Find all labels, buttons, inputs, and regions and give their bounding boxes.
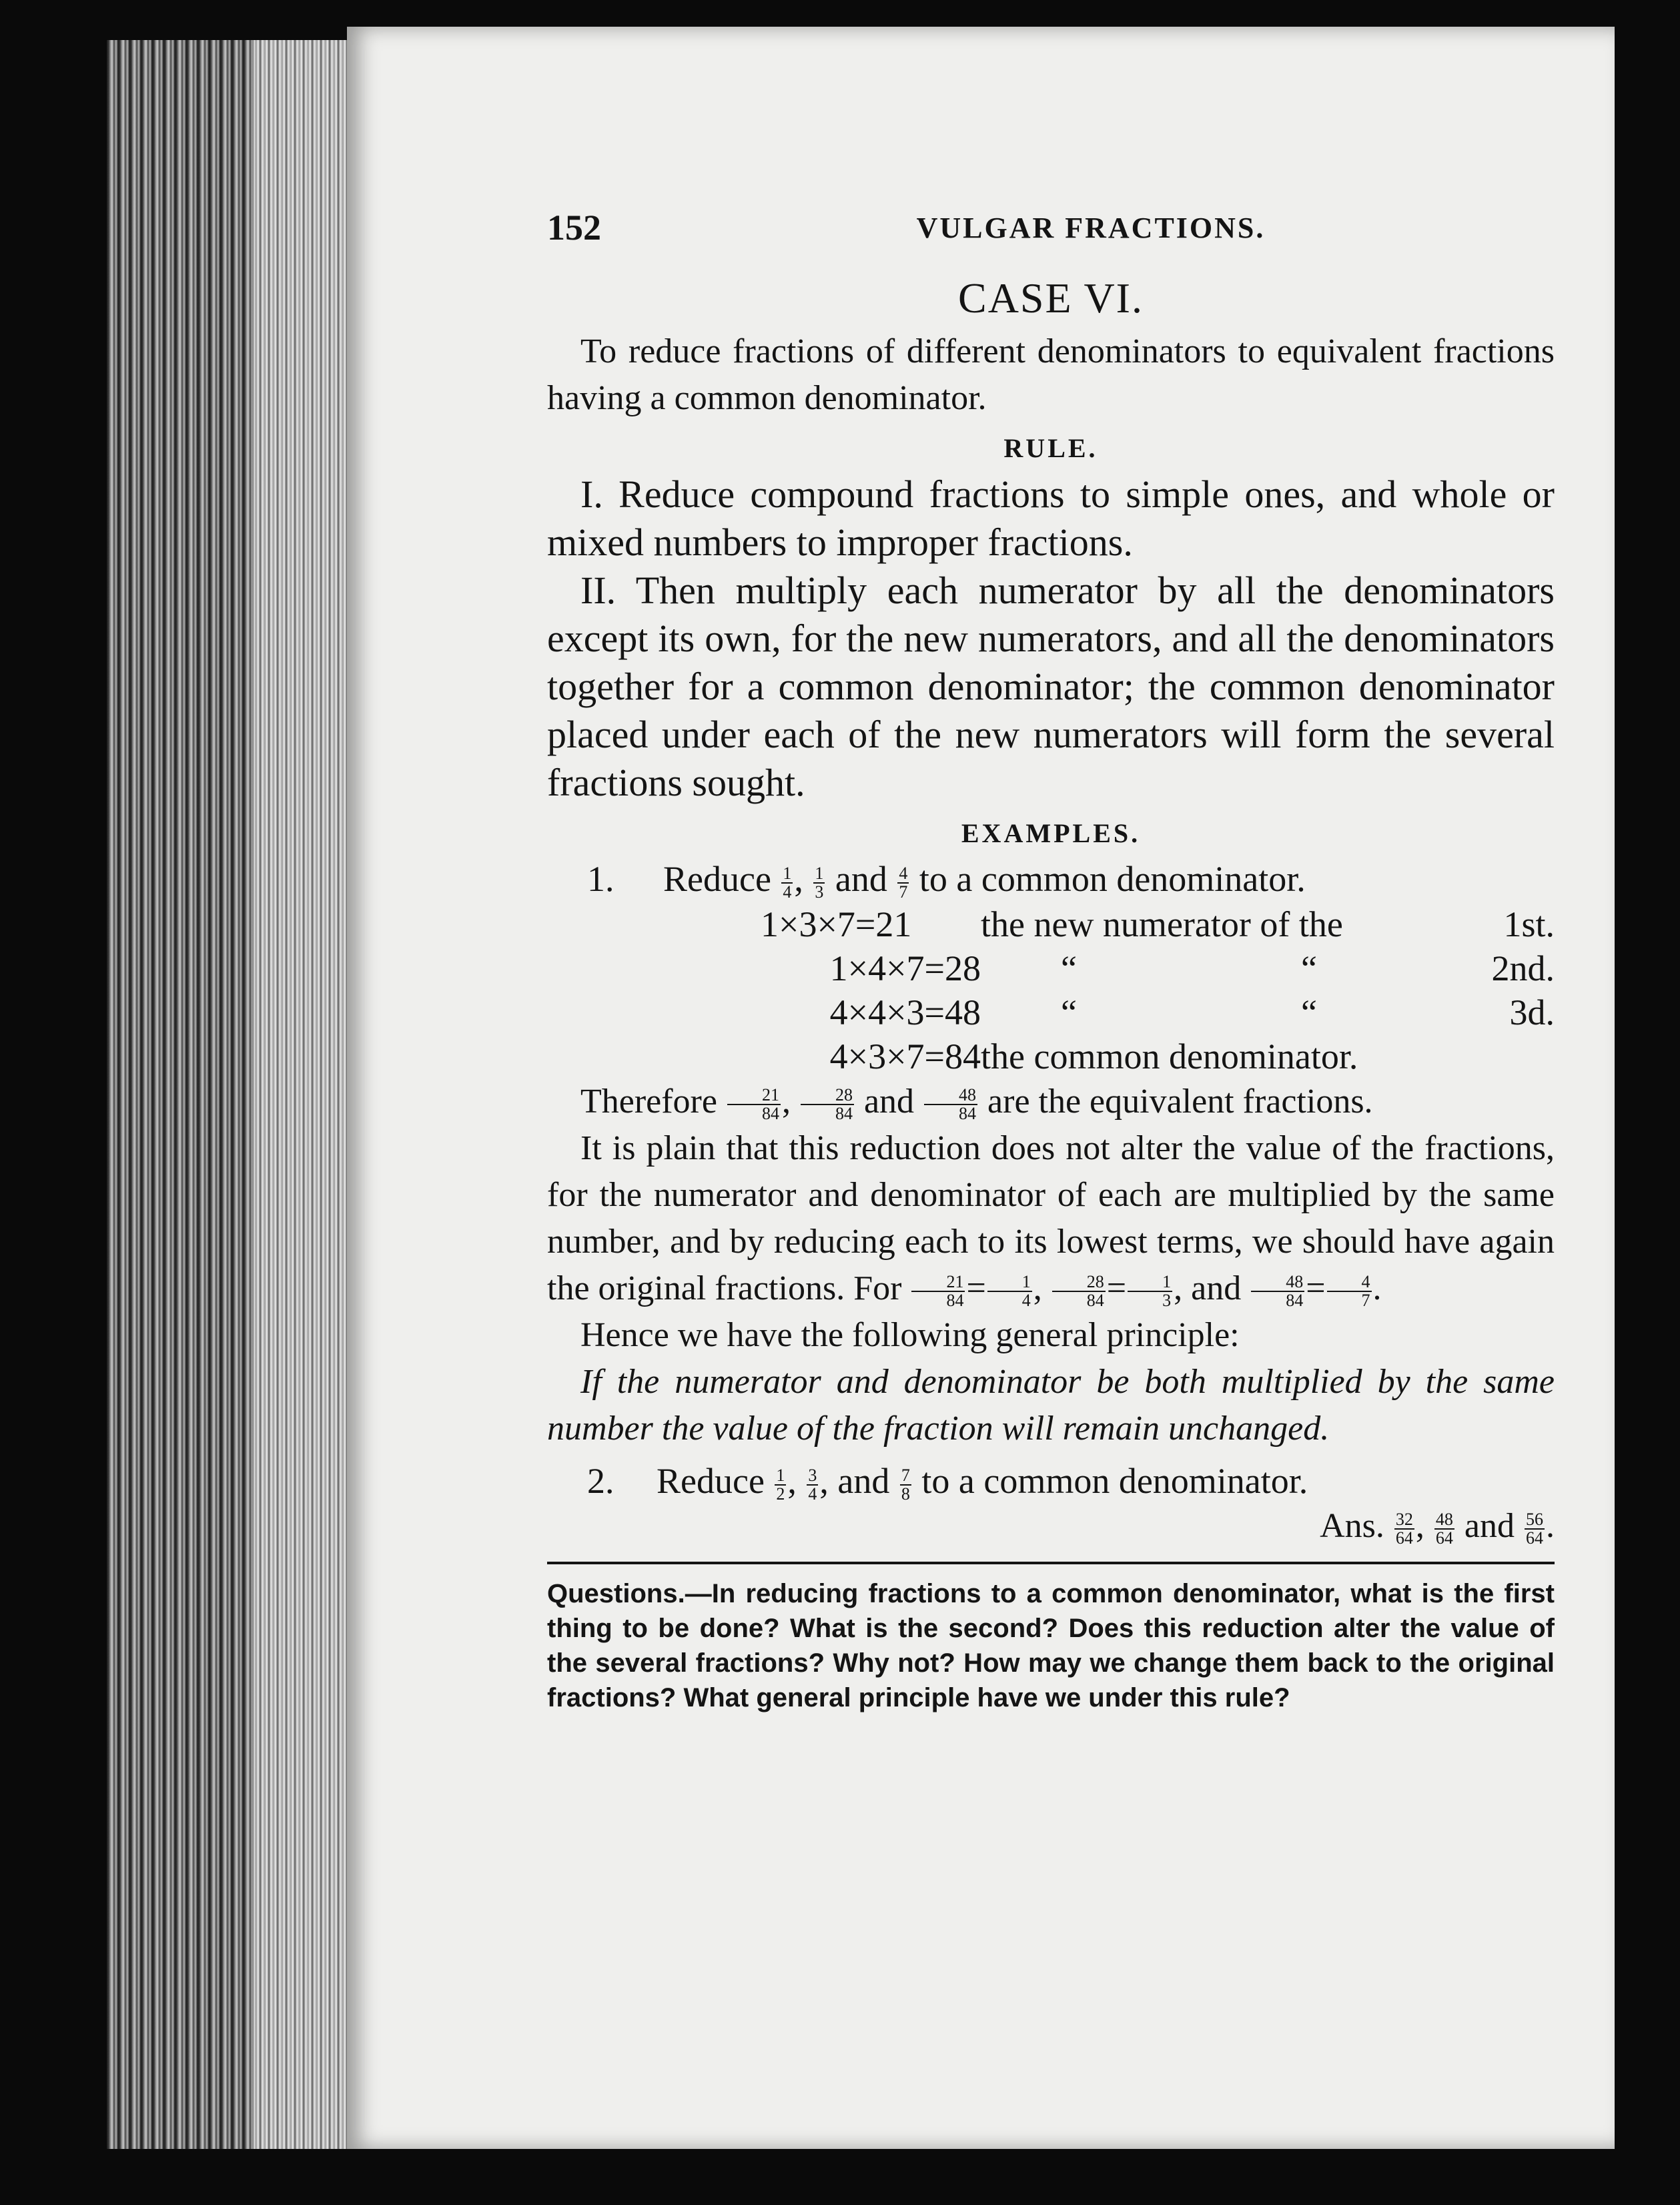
explanation-text: It is plain that this reduction does not alter the value of the fractions, for the numerator and denominator of each are multiplied by the same number, and by reducing each to its lowest terms, we should have again the original fractions. bbox=[547, 1129, 1555, 1307]
explanation-paragraph bbox=[547, 1125, 1555, 1312]
equals-sign: = bbox=[1306, 1269, 1326, 1307]
page-content bbox=[547, 207, 1555, 1715]
footnote-divider bbox=[547, 1562, 1555, 1564]
separator: , bbox=[1174, 1269, 1183, 1307]
therefore-text: Therefore bbox=[580, 1082, 717, 1121]
answer-line bbox=[547, 1504, 1555, 1548]
calc-ditto: “ bbox=[1061, 992, 1077, 1032]
separator: and bbox=[863, 1082, 915, 1121]
fraction: $\frac{1}{4}$ bbox=[783, 863, 792, 902]
separator: and bbox=[835, 859, 887, 899]
separator: and bbox=[1191, 1269, 1242, 1307]
page-edges bbox=[254, 40, 360, 2149]
fraction: $\frac{48}{84}$ bbox=[1251, 1273, 1304, 1309]
calculation-table bbox=[761, 902, 1555, 1078]
fraction: $\frac{7}{8}$ bbox=[901, 1465, 910, 1504]
review-questions: Questions.—In reducing fractions to a common denominator, what is the first thing to be done? What is the second? Does this reduction alter the value of the several fractions? Why not? How may we change them back to the original fractions? What general principle have we under this rule? bbox=[547, 1579, 1555, 1712]
calc-note: the new numerator of the bbox=[981, 904, 1343, 944]
calc-ordinal: 1st. bbox=[1503, 904, 1555, 944]
therefore-line bbox=[547, 1078, 1555, 1125]
fraction: $\frac{28}{84}$ bbox=[801, 1086, 854, 1123]
separator: , bbox=[1415, 1507, 1424, 1545]
calc-expression: 4×3×7=84 bbox=[829, 1036, 981, 1076]
therefore-text: are the equivalent fractions. bbox=[987, 1082, 1373, 1121]
hence-line: Hence we have the following general principle: bbox=[580, 1316, 1240, 1354]
fraction: $\frac{1}{2}$ bbox=[776, 1465, 785, 1504]
separator: , and bbox=[819, 1461, 890, 1501]
calc-expression: 1×3×7=21 bbox=[761, 904, 912, 944]
case-title: CASE VI. bbox=[958, 274, 1144, 322]
fraction: $\frac{21}{84}$ bbox=[727, 1086, 781, 1123]
example-text: Reduce bbox=[663, 859, 771, 899]
answer-label: Ans. bbox=[1320, 1507, 1384, 1545]
rule-heading: RULE. bbox=[1003, 433, 1098, 463]
separator: . bbox=[1546, 1507, 1555, 1545]
example-two bbox=[547, 1458, 1555, 1504]
calc-ditto: “ bbox=[1061, 948, 1077, 988]
case-intro: To reduce fractions of different denominators to equivalent fractions having a common denominator. bbox=[547, 332, 1555, 417]
separator: , bbox=[794, 859, 803, 899]
equals-sign: = bbox=[966, 1269, 986, 1307]
calc-expression: 1×4×7=28 bbox=[829, 948, 981, 988]
rule-two: II. Then multiply each numerator by all the denominators except its own, for the new numerators, and all the denominators together for a common denominator; the common denominator placed under each of the new numerators will form the several fractions sought. bbox=[547, 569, 1555, 804]
fraction: $\frac{4}{7}$ bbox=[899, 863, 908, 902]
running-head bbox=[547, 207, 1555, 267]
running-title: VULGAR FRACTIONS. bbox=[916, 212, 1266, 244]
calc-ditto: “ bbox=[1301, 992, 1317, 1032]
fraction: $\frac{3}{4}$ bbox=[808, 1465, 817, 1504]
for-text: For bbox=[853, 1269, 902, 1307]
fraction: $\frac{48}{84}$ bbox=[924, 1086, 977, 1123]
separator: , bbox=[1033, 1269, 1042, 1307]
fraction: $\frac{48}{64}$ bbox=[1435, 1510, 1453, 1548]
page-number: 152 bbox=[547, 208, 601, 248]
fraction: $\frac{21}{84}$ bbox=[911, 1273, 965, 1309]
rule-one: I. Reduce compound fractions to simple ones, and whole or mixed numbers to improper fractions. bbox=[547, 472, 1555, 564]
calc-ordinal: 3d. bbox=[1509, 992, 1555, 1032]
examples-heading: EXAMPLES. bbox=[961, 818, 1141, 848]
separator: and bbox=[1464, 1507, 1515, 1545]
calc-ordinal: 2nd. bbox=[1491, 948, 1555, 988]
fraction: $\frac{28}{84}$ bbox=[1052, 1273, 1106, 1309]
example-text: Reduce bbox=[657, 1461, 765, 1501]
separator: , bbox=[781, 1082, 791, 1121]
calc-ditto: “ bbox=[1301, 948, 1317, 988]
calc-expression: 4×4×3=48 bbox=[829, 992, 981, 1032]
example-one bbox=[547, 856, 1555, 902]
fraction: $\frac{32}{64}$ bbox=[1395, 1510, 1413, 1548]
separator: . bbox=[1372, 1269, 1382, 1307]
book-page bbox=[347, 27, 1615, 2149]
general-principle: If the numerator and denominator be both multiplied by the same number the value of the fraction will remain unchanged. bbox=[547, 1363, 1555, 1448]
separator: , bbox=[787, 1461, 797, 1501]
fraction: $\frac{1}{4}$ bbox=[987, 1273, 1032, 1309]
fraction: $\frac{56}{64}$ bbox=[1526, 1510, 1543, 1548]
fraction: $\frac{4}{7}$ bbox=[1327, 1273, 1372, 1309]
fraction: $\frac{1}{3}$ bbox=[815, 863, 824, 902]
example-text: to a common denominator. bbox=[919, 859, 1306, 899]
example-number: 1. bbox=[587, 859, 614, 899]
calc-note: the common denominator. bbox=[981, 1036, 1358, 1076]
fraction: $\frac{1}{3}$ bbox=[1128, 1273, 1172, 1309]
example-number: 2. bbox=[587, 1461, 614, 1501]
equals-sign: = bbox=[1106, 1269, 1127, 1307]
example-text: to a common denominator. bbox=[921, 1461, 1308, 1501]
